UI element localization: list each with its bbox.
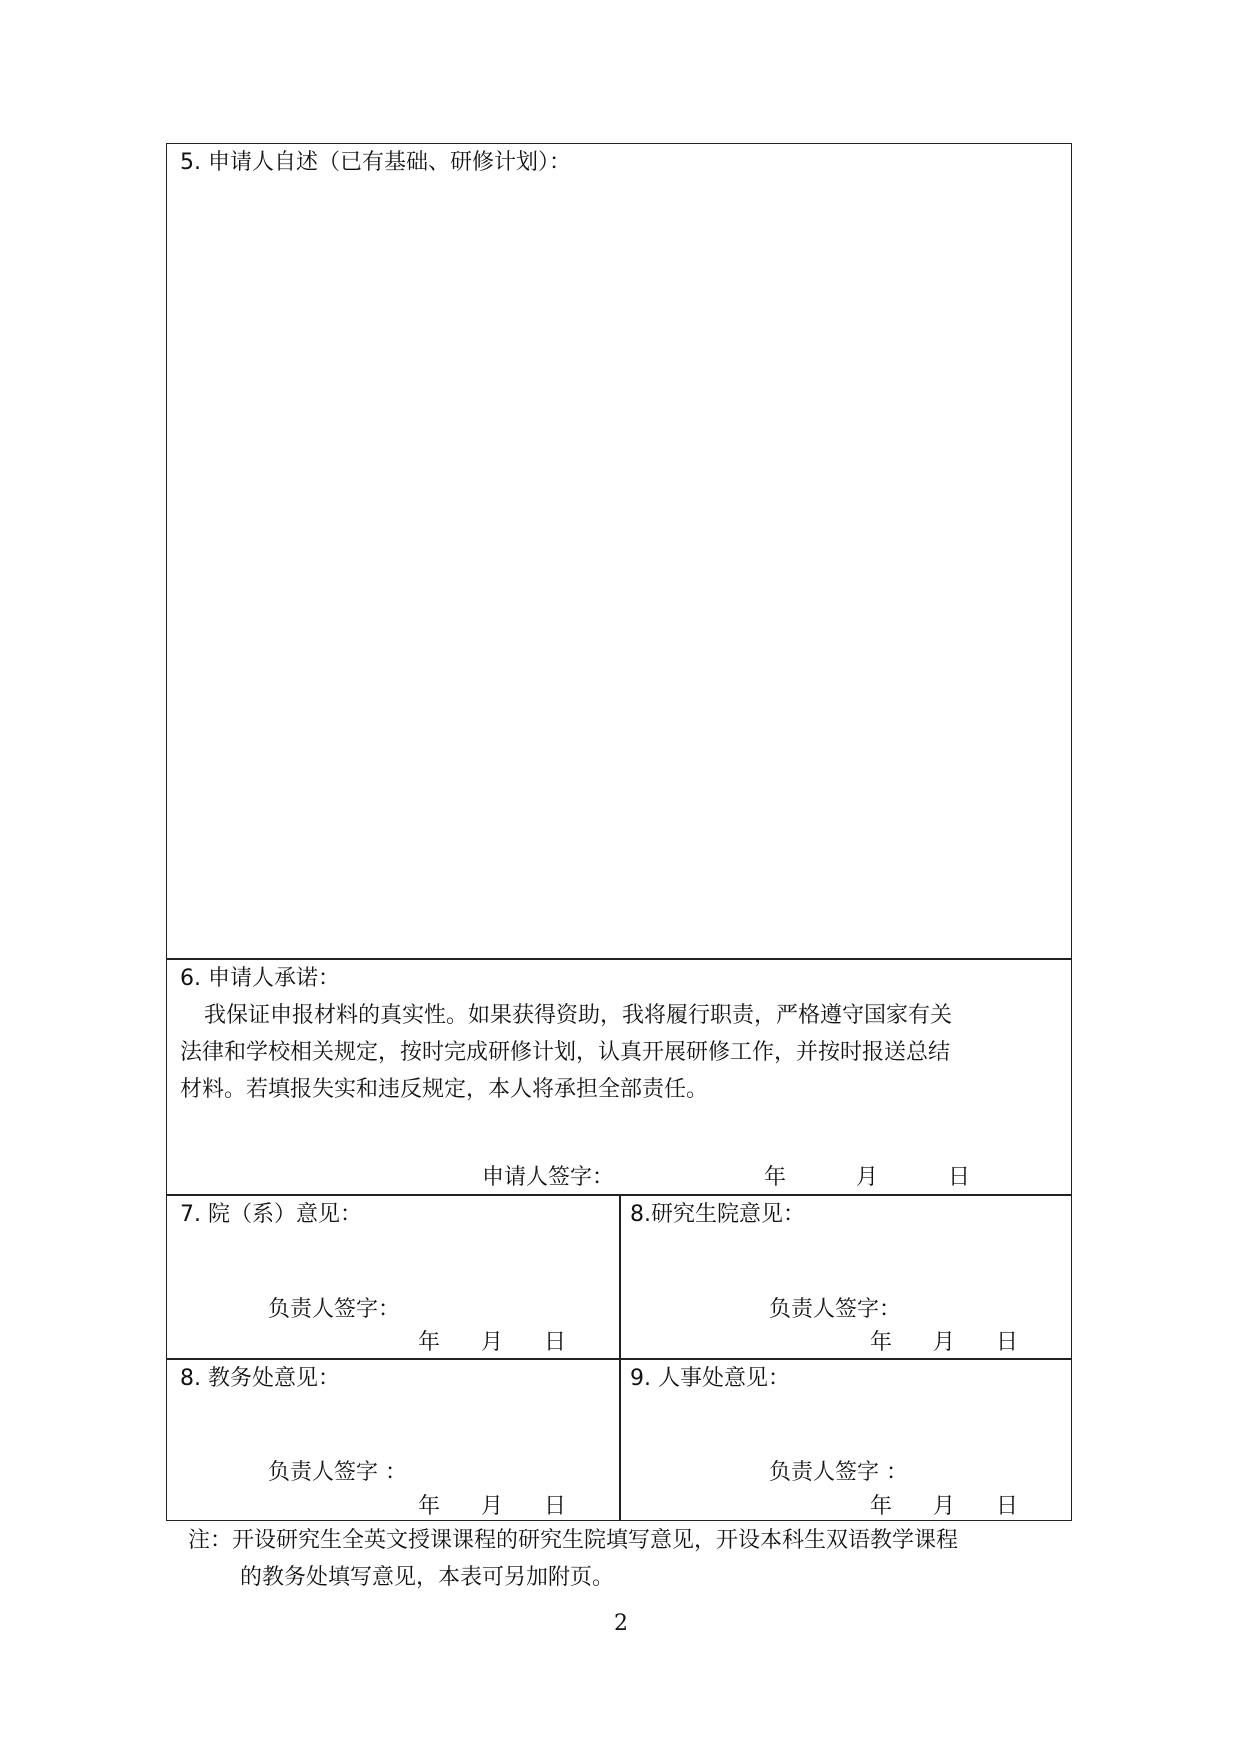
section9-year-label: 年 [870,1494,893,1519]
section8-grad-day-label: 日 [996,1330,1019,1355]
section9-title: 9. 人事处意见： [630,1366,790,1391]
section8-grad-signature-label: 负责人签字： [769,1297,902,1322]
page-number: 2 [614,1611,628,1636]
section5-title: 5. 申请人自述（已有基础、研修计划）： [180,150,571,175]
section6-month-label: 月 [856,1165,879,1190]
section8-grad-month-label: 月 [933,1330,956,1355]
section9-day-label: 日 [996,1494,1019,1519]
section8-academic-signature-label: 负责人签字 ： [268,1460,407,1485]
section8-grad-year-label: 年 [870,1330,893,1355]
section6-day-label: 日 [948,1165,971,1190]
section6-pledge-line3: 材料。若填报失实和违反规定，本人将承担全部责任。 [180,1077,709,1102]
section7-year-label: 年 [418,1330,441,1355]
section6-signature-label: 申请人签字： [482,1165,615,1190]
section6-year-label: 年 [764,1165,787,1190]
section6-pledge-line2: 法律和学校相关规定，按时完成研修计划，认真开展研修工作，并按时报送总结 [180,1040,951,1065]
section5-self-statement-area[interactable] [168,180,1070,956]
section8-grad-title: 8.研究生院意见： [630,1202,805,1227]
divider-opinions-middle [619,1194,621,1521]
section9-month-label: 月 [933,1494,956,1519]
section8-academic-year-label: 年 [418,1494,441,1519]
section7-month-label: 月 [481,1330,504,1355]
section8-academic-month-label: 月 [481,1494,504,1519]
section7-title: 7. 院（系）意见： [180,1202,362,1227]
section7-signature-label: 负责人签字： [268,1297,401,1322]
footnote-line1: 注：开设研究生全英文授课课程的研究生院填写意见，开设本科生双语教学课程 [188,1528,959,1553]
divider-section5-bottom [166,958,1072,960]
section9-signature-label: 负责人签字 ： [769,1460,908,1485]
section6-pledge-line1: 我保证申报材料的真实性。如果获得资助，我将履行职责，严格遵守国家有关 [204,1003,953,1028]
section7-day-label: 日 [544,1330,567,1355]
section6-title: 6. 申请人承诺： [180,966,340,991]
footnote-line2: 的教务处填写意见，本表可另加附页。 [240,1565,615,1590]
section8-academic-title: 8. 教务处意见： [180,1366,340,1391]
section8-academic-day-label: 日 [544,1494,567,1519]
